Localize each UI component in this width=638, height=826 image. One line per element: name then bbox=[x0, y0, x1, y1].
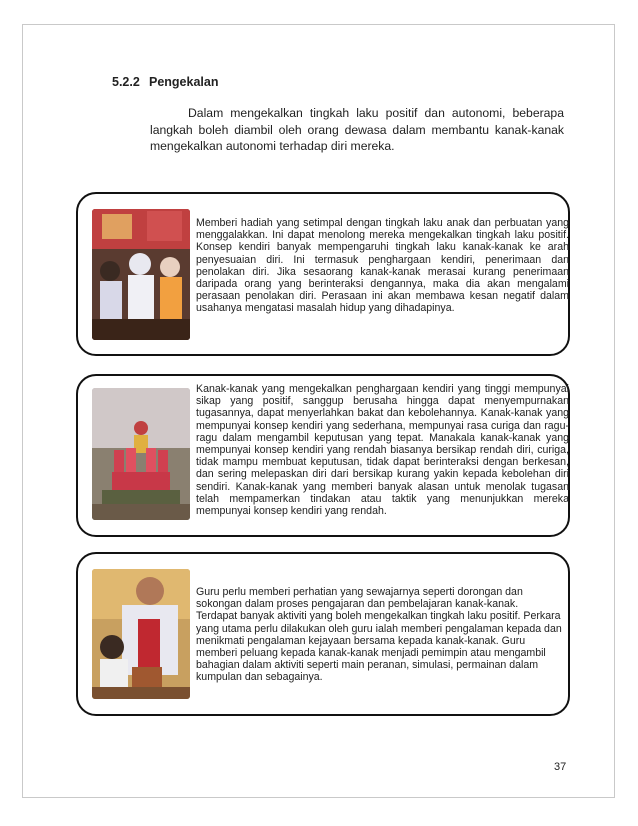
section-number: 5.2.2 bbox=[112, 75, 140, 89]
card-text-teacher-support: Guru perlu memberi perhatian yang sewajarnya seperti dorongan dan sokongan dalam proses pengajaran dan pembelajaran kanak-kanak. Terdapat banyak aktiviti yang boleh mengekalkan tingkah laku positif. Perkara yang utama perlu dilakukan oleh guru ialah memberi pengalaman kepada dan menikmati pengalaman kejayaan bersama kepada kanak-kanak. Guru memberi peluang kepada kanak-kanak menjadi pemimpin atau mengambil bahagian dalam aktiviti seperti main peranan, simulasi, permainan dalam kumpulan dan sebagainya. bbox=[196, 586, 562, 684]
card-text-self-concept: Kanak-kanak yang mengekalkan penghargaan kendiri yang tinggi mempunyai sikap yang positif, sanggup berusaha hingga dapat menyempurnakan tugasannya, dapat menyerlahkan bakat dan kebolehannya. Kanak-kanak yang mempunyai konsep kendiri yang sederhana, mempunyai rasa curiga dan ragu-ragu dalam mengambil keputusan yang tepat. Manakala kanak-kanak yang mempunyai konsep kendiri yang rendah biasanya bersikap rendah diri, curiga, tidak mampu membuat keputusan, tidak dapat berinteraksi dengan berkesan, dan sering melepaskan diri dari bersikap kurang yakin kepada kebolehan diri sendiri. Kanak-kanak yang memberi banyak alasan untuk menolak tugasan telah mempamerkan tindakan atau taktik yang menunjukkan mereka mempunyai konsep kendiri yang rendah. bbox=[196, 383, 569, 518]
section-heading bbox=[112, 75, 218, 89]
section-title: Pengekalan bbox=[149, 75, 219, 89]
children-group-photo bbox=[92, 209, 190, 340]
intro-paragraph bbox=[150, 105, 564, 155]
teacher-child-photo bbox=[92, 569, 190, 699]
page-number: 37 bbox=[554, 761, 567, 773]
card-text-reward: Memberi hadiah yang setimpal dengan tingkah laku anak dan perbuatan yang menggalakkan. Ini dapat menolong mereka mengekalkan tingkah laku positif. Konsep kendiri banyak mempengaruhi tingkah laku kanak-kanak ke arah penyesuaian diri. Ini termasuk penghargaan kendiri, penerimaan dan penolakan diri. Jika sesaorang kanak-kanak merasai kurang penerimaan daripada orang yang berinteraksi dengannya, maka dia akan mengalami perasaan penolakan diri. Perasaan ini akan membawa kesan negatif dalam usahanya mengatasi masalah hidup yang dihadapinya. bbox=[196, 217, 569, 315]
stage-performance-photo bbox=[92, 388, 190, 520]
intro-text: Dalam mengekalkan tingkah laku positif dan autonomi, beberapa langkah boleh diambil oleh orang dewasa dalam membantu kanak-kanak mengekalkan autonomi terhadap diri mereka. bbox=[150, 106, 564, 153]
